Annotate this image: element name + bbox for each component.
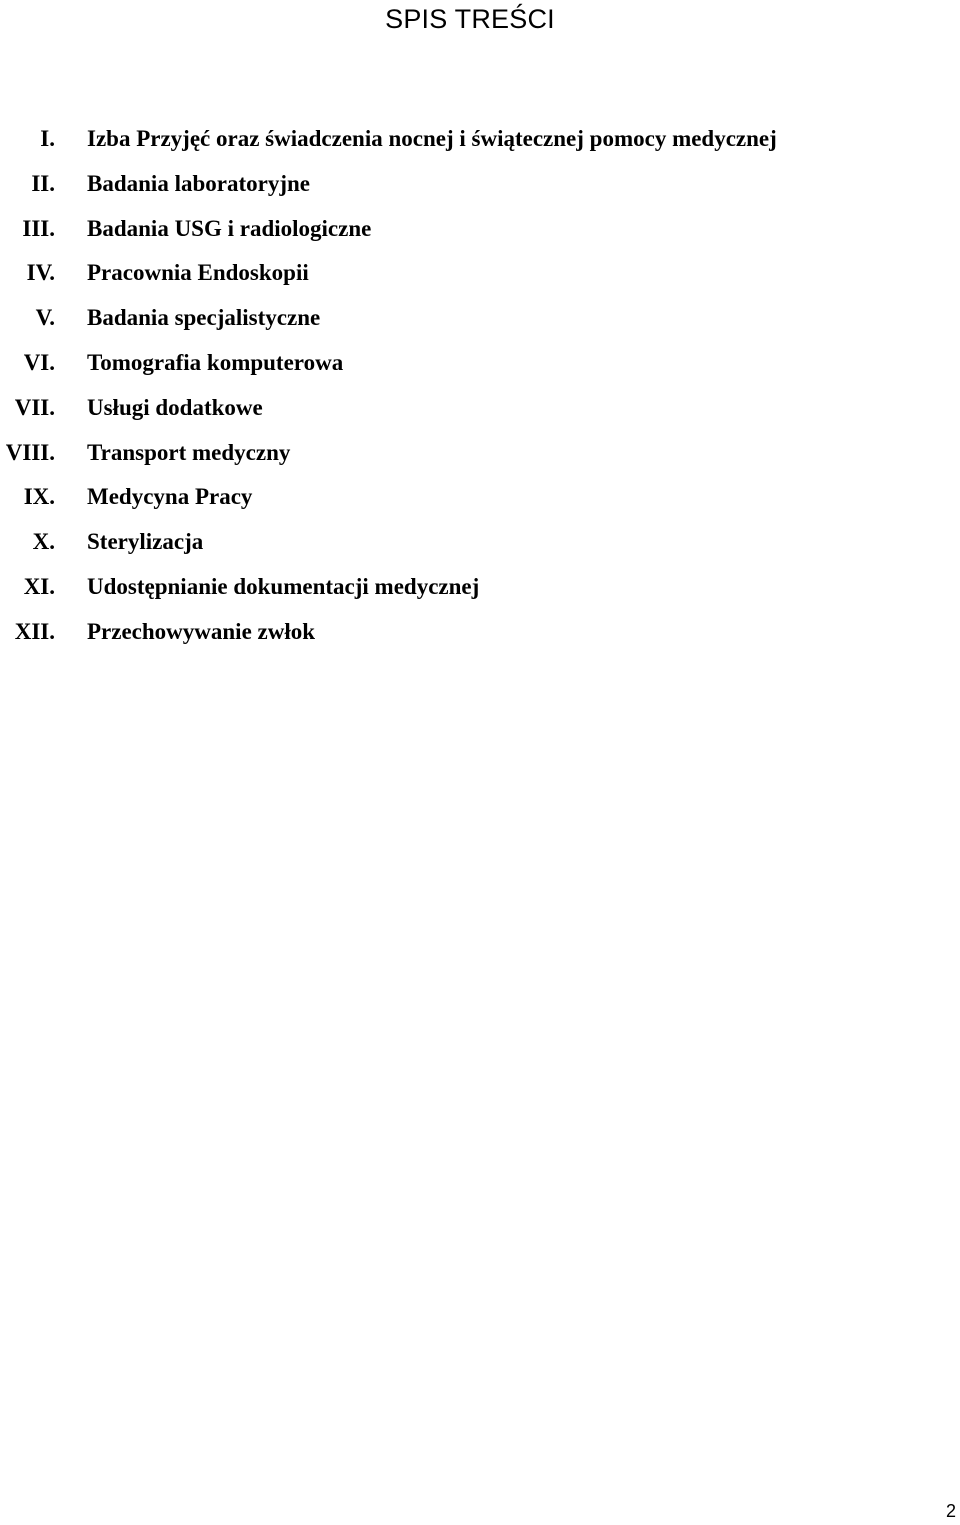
toc-label: Usługi dodatkowe: [87, 394, 263, 420]
toc-label: Tomografia komputerowa: [87, 349, 344, 375]
toc-item: [0, 386, 940, 431]
toc-item: [0, 117, 940, 162]
toc-label: Pracownia Endoskopii: [87, 260, 309, 286]
toc-label: Medycyna Pracy: [87, 484, 253, 510]
toc-item: [0, 565, 940, 610]
toc-label: Badania laboratoryjne: [87, 170, 310, 196]
toc-item: [0, 162, 940, 207]
toc-item: [0, 296, 940, 341]
toc-numeral: I.: [40, 126, 55, 151]
toc-label: Transport medyczny: [87, 439, 291, 465]
toc-item: [0, 520, 940, 565]
toc-label: Izba Przyjęć oraz świadczenia nocnej i świątecznej pomocy medycznej: [87, 126, 777, 151]
toc-numeral: III.: [22, 215, 55, 241]
toc-label: Udostępnianie dokumentacji medycznej: [87, 573, 480, 599]
toc-item: [0, 341, 940, 386]
toc-item: [0, 610, 940, 655]
table-of-contents: [0, 117, 940, 655]
toc-numeral: V.: [35, 305, 55, 331]
toc-numeral: IX.: [23, 484, 55, 510]
toc-label: Sterylizacja: [87, 529, 204, 555]
toc-numeral: VI.: [23, 349, 55, 375]
toc-label: Badania USG i radiologiczne: [87, 215, 372, 241]
page-title: SPIS TREŚCI: [385, 4, 555, 34]
toc-label: Badania specjalistyczne: [87, 305, 321, 331]
toc-label: Przechowywanie zwłok: [87, 618, 316, 644]
toc-numeral: XII.: [14, 618, 55, 644]
toc-item: [0, 475, 940, 520]
toc-numeral: II.: [31, 170, 55, 196]
toc-item: [0, 251, 940, 296]
toc-numeral: IV.: [26, 260, 55, 286]
toc-item: [0, 431, 940, 476]
toc-numeral: VIII.: [5, 439, 55, 465]
page-number: 2: [945, 1501, 956, 1521]
toc-item: [0, 207, 940, 252]
toc-numeral: VII.: [14, 394, 55, 420]
toc-numeral: X.: [32, 529, 55, 555]
toc-numeral: XI.: [23, 573, 55, 599]
